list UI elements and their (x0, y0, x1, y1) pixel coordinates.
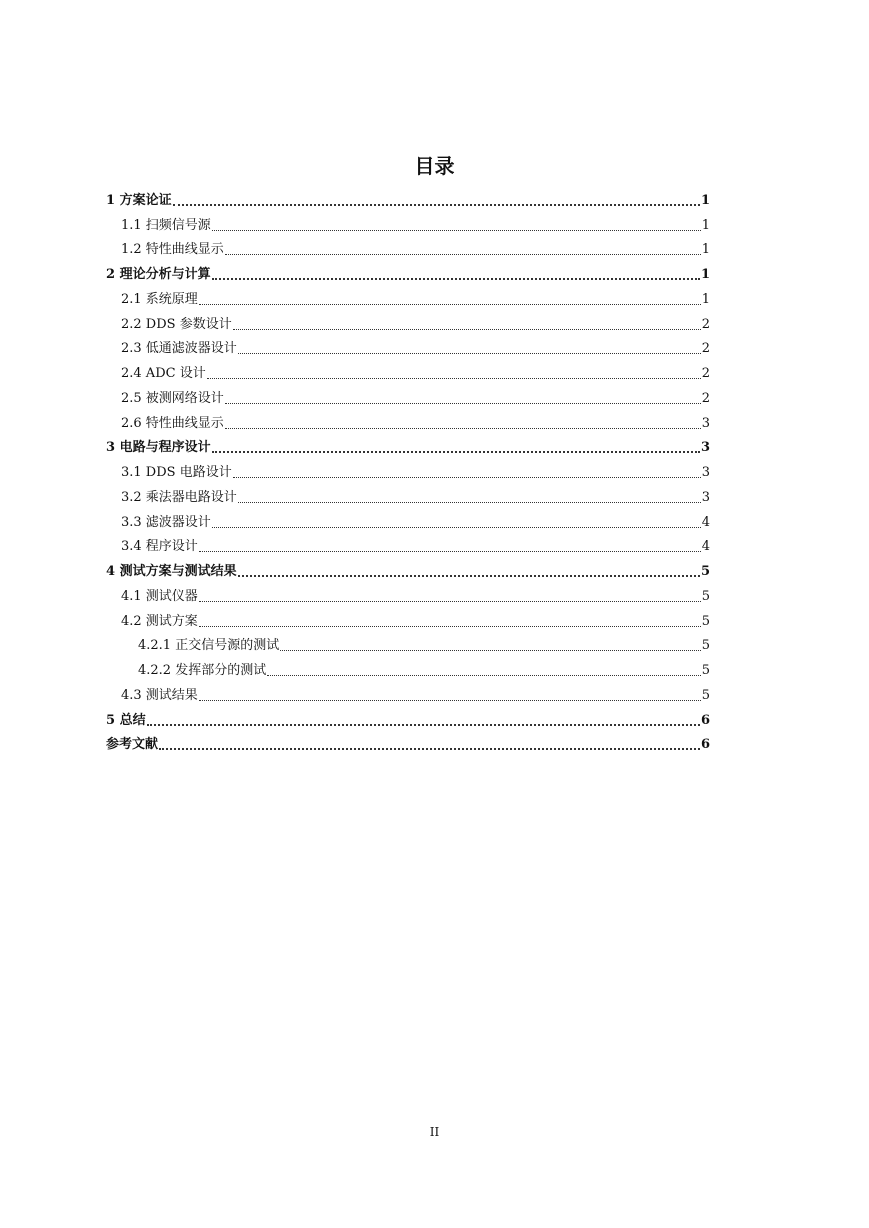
toc-entry-page: 5 (701, 687, 710, 703)
toc-entry[interactable] (106, 333, 710, 358)
toc-entry-page: 3 (701, 415, 710, 431)
toc-entry-page: 1 (700, 267, 710, 282)
toc-dot-leader (280, 648, 701, 651)
toc-dot-leader (199, 698, 701, 701)
toc-entry-label: 3.4 程序设计 (121, 539, 198, 555)
toc-entry[interactable] (106, 580, 710, 605)
toc-dot-leader (199, 549, 701, 552)
toc-dot-leader (212, 276, 700, 280)
toc-entry[interactable] (106, 704, 710, 729)
toc-dot-leader (238, 500, 701, 503)
toc-entry-label: 2 理论分析与计算 (106, 267, 211, 282)
toc-dot-leader (147, 722, 700, 726)
toc-entry-page: 5 (701, 638, 710, 654)
toc-dot-leader (233, 475, 701, 478)
toc-entry-label: 4.3 测试结果 (121, 687, 198, 703)
toc-entry-label: 4 测试方案与测试结果 (106, 564, 237, 579)
toc-entry-label: 2.1 系统原理 (121, 291, 198, 307)
toc-entry[interactable] (106, 357, 710, 382)
toc-entry[interactable] (106, 184, 710, 209)
toc-dot-leader (225, 426, 701, 429)
toc-dot-leader (207, 376, 701, 379)
toc-entry-page: 6 (700, 737, 710, 753)
toc-entry-page: 1 (701, 291, 710, 307)
toc-entry[interactable] (106, 729, 710, 754)
toc-entry-page: 4 (701, 539, 710, 555)
toc-entry-page: 1 (701, 242, 710, 258)
toc-entry[interactable] (106, 679, 710, 704)
toc-dot-leader (225, 252, 701, 255)
toc-entry-page: 3 (700, 440, 710, 456)
toc-dot-leader (212, 228, 701, 231)
toc-entry[interactable] (106, 432, 710, 457)
table-of-contents (106, 184, 710, 753)
toc-entry-page: 3 (701, 465, 710, 480)
toc-entry-page: 3 (701, 489, 710, 505)
toc-dot-leader (199, 624, 701, 627)
toc-dot-leader (212, 525, 701, 528)
toc-entry-label: 参考文献 (106, 737, 159, 753)
toc-entry[interactable] (106, 283, 710, 308)
toc-entry-label: 4.2.2 发挥部分的测试 (138, 663, 267, 678)
toc-entry-page: 4 (701, 514, 710, 530)
toc-entry[interactable] (106, 456, 710, 481)
toc-entry-page: 2 (701, 341, 710, 357)
toc-entry-label: 2.5 被测网络设计 (121, 390, 224, 406)
toc-entry[interactable] (106, 308, 710, 333)
toc-entry[interactable] (106, 209, 710, 234)
toc-entry-page: 5 (701, 588, 710, 604)
toc-entry-label: 1 方案论证 (106, 192, 172, 208)
toc-entry[interactable] (106, 407, 710, 432)
toc-dot-leader (267, 673, 701, 676)
toc-dot-leader (173, 202, 700, 206)
page-title: 目录 (414, 154, 455, 178)
toc-entry-label: 3.3 滤波器设计 (121, 514, 211, 530)
toc-entry-page: 2 (701, 390, 710, 406)
toc-entry[interactable] (106, 506, 710, 531)
toc-entry[interactable] (106, 234, 710, 259)
toc-dot-leader (159, 746, 700, 750)
toc-entry-label: 2.3 低通滤波器设计 (121, 341, 237, 357)
toc-entry-page: 5 (701, 663, 710, 678)
toc-entry-label: 4.2 测试方案 (121, 613, 198, 629)
toc-entry-page: 5 (700, 564, 710, 579)
toc-entry-label: 4.2.1 正交信号源的测试 (138, 638, 280, 654)
toc-dot-leader (238, 351, 701, 354)
toc-dot-leader (238, 573, 700, 577)
toc-entry[interactable] (106, 258, 710, 283)
toc-entry-label: 4.1 测试仪器 (121, 588, 198, 604)
toc-dot-leader (199, 302, 701, 305)
toc-entry-page: 2 (701, 366, 710, 381)
toc-entry[interactable] (106, 531, 710, 556)
toc-entry-label: 1.1 扫频信号源 (121, 217, 211, 233)
toc-entry[interactable] (106, 382, 710, 407)
toc-entry-label: 2.2 DDS 参数设计 (121, 316, 232, 332)
toc-entry-page: 5 (701, 613, 710, 629)
toc-entry-label: 3.1 DDS 电路设计 (121, 465, 232, 480)
toc-entry[interactable] (106, 630, 710, 655)
toc-dot-leader (212, 449, 700, 453)
toc-entry[interactable] (106, 605, 710, 630)
toc-entry-page: 2 (701, 316, 710, 332)
toc-entry[interactable] (106, 654, 710, 679)
toc-entry-label: 3.2 乘法器电路设计 (121, 489, 237, 505)
toc-dot-leader (233, 327, 701, 330)
toc-entry-page: 6 (700, 712, 710, 728)
toc-entry-label: 2.4 ADC 设计 (121, 366, 206, 381)
toc-dot-leader (199, 599, 701, 602)
toc-entry[interactable] (106, 481, 710, 506)
toc-entry-label: 2.6 特性曲线显示 (121, 415, 224, 431)
toc-entry-label: 1.2 特性曲线显示 (121, 242, 224, 258)
page-number: II (429, 1125, 440, 1139)
toc-entry-label: 3 电路与程序设计 (106, 440, 211, 456)
toc-entry-page: 1 (701, 217, 710, 233)
toc-entry-page: 1 (700, 192, 710, 208)
toc-dot-leader (225, 401, 701, 404)
toc-entry[interactable] (106, 555, 710, 580)
toc-entry-label: 5 总结 (106, 712, 146, 728)
